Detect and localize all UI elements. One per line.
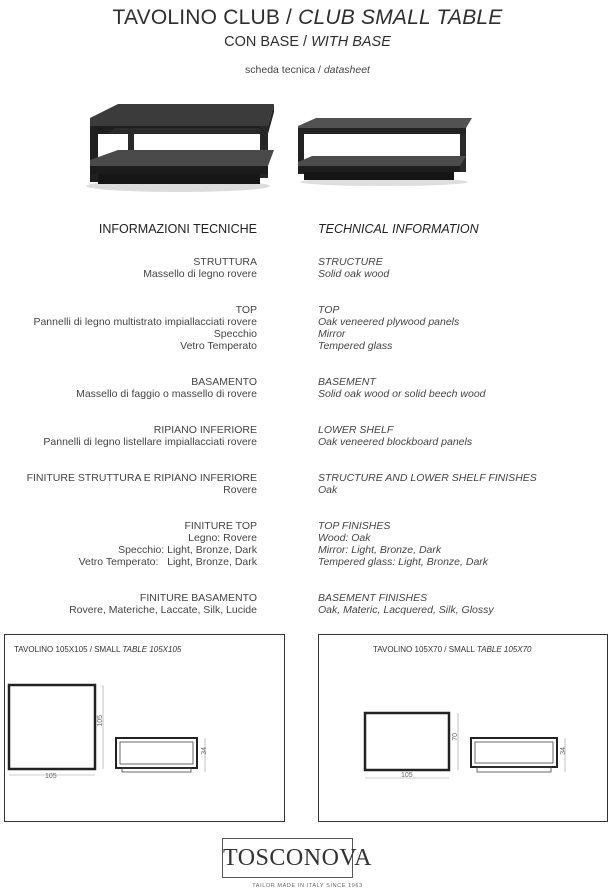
- section-line: Mirror: [318, 328, 346, 340]
- section-line: Oak, Materic, Lacquered, Silk, Glossy: [318, 604, 494, 616]
- section-line: Specchio: Light, Bronze, Dark: [118, 544, 257, 556]
- section-title: TOP FINISHES: [318, 520, 391, 532]
- depth-label: 70: [452, 733, 459, 741]
- drawing-caption: TAVOLINO 105X105 / SMALL TABLE 105X105: [14, 645, 182, 654]
- section-structure-it: [143, 256, 257, 280]
- section-top-en: [318, 304, 459, 352]
- brand-tagline: TAILOR MADE IN ITALY SINCE 1963: [252, 883, 363, 889]
- section-basement-finishes-en: [318, 592, 494, 616]
- section-line: Vetro Temperato: Light, Bronze, Dark: [78, 556, 257, 568]
- section-structure-en: [318, 256, 389, 280]
- page-subtitle: CON BASE / WITH BASE: [224, 34, 391, 50]
- section-title: TOP: [318, 304, 340, 316]
- section-title: STRUCTURE AND LOWER SHELF FINISHES: [318, 472, 537, 484]
- technical-drawing-square: [5, 635, 286, 823]
- drawing-box-105x70: [318, 634, 608, 822]
- technical-drawing-rect: [319, 635, 609, 823]
- section-basement-it: [76, 376, 257, 400]
- page-title: TAVOLINO CLUB / CLUB SMALL TABLE: [112, 6, 503, 29]
- section-title: FINITURE TOP: [184, 520, 257, 532]
- section-line: Solid oak wood or solid beech wood: [318, 388, 486, 400]
- brand-logo-text: TOSCONOVA: [223, 845, 372, 871]
- section-line: Vetro Temperato: [180, 340, 257, 352]
- brand-logo: [222, 838, 372, 878]
- drawing-caption: TAVOLINO 105X70 / SMALL TABLE 105X70: [373, 645, 532, 654]
- height-label: 34: [201, 747, 208, 755]
- datasheet-label: scheda tecnica / datasheet: [245, 64, 370, 76]
- section-line: Pannelli di legno multistrato impiallacciati rovere: [33, 316, 257, 328]
- drawing-box-105x105: [4, 634, 285, 822]
- section-title: LOWER SHELF: [318, 424, 394, 436]
- section-top-finishes-it: [79, 520, 257, 568]
- section-title: FINITURE BASAMENTO: [139, 592, 257, 604]
- section-title: TOP: [235, 304, 257, 316]
- product-photo-square-table: [78, 104, 278, 196]
- technical-info-heading-it: INFORMAZIONI TECNICHE: [98, 222, 257, 236]
- section-title: FINITURE STRUTTURA E RIPIANO INFERIORE: [26, 472, 257, 484]
- section-line: Mirror: Light, Bronze, Dark: [318, 544, 442, 556]
- section-line: Solid oak wood: [318, 268, 390, 280]
- section-title: BASAMENTO: [191, 376, 257, 388]
- section-line: Oak veneered plywood panels: [318, 316, 460, 328]
- section-line: Tempered glass: [318, 340, 393, 352]
- section-line: Specchio: [213, 328, 257, 340]
- section-title: STRUTTURA: [193, 256, 257, 268]
- width-label: 105: [45, 773, 57, 780]
- section-structure-finishes-it: [27, 472, 257, 496]
- plan-view-outline: [365, 713, 449, 770]
- section-line: Massello di faggio o massello di rovere: [76, 388, 257, 400]
- section-line: Legno: Rovere: [188, 532, 257, 544]
- section-line: Oak veneered blockboard panels: [318, 436, 473, 448]
- section-title: RIPIANO INFERIORE: [153, 424, 257, 436]
- section-line: Pannelli di legno listellare impiallacciati rovere: [43, 436, 257, 448]
- section-title: BASEMENT: [318, 376, 376, 388]
- width-label: 105: [401, 772, 413, 779]
- section-lower-shelf-en: [318, 424, 472, 448]
- plan-view-outline: [9, 685, 95, 769]
- technical-info-heading-en: TECHNICAL INFORMATION: [318, 222, 479, 236]
- elevation-inner: [120, 742, 193, 764]
- section-top-finishes-en: [318, 520, 488, 568]
- section-line: Massello di legno rovere: [143, 268, 257, 280]
- section-structure-finishes-en: [318, 472, 537, 496]
- elevation-outer: [116, 738, 197, 768]
- section-basement-en: [318, 376, 486, 400]
- section-top-it: [33, 304, 257, 352]
- section-basement-finishes-it: [69, 592, 257, 616]
- section-title: STRUCTURE: [318, 256, 383, 268]
- height-label: 34: [560, 747, 567, 755]
- section-line: Rovere: [223, 484, 257, 496]
- depth-label: 105: [97, 715, 104, 727]
- section-lower-shelf-it: [43, 424, 257, 448]
- section-line: Oak: [318, 484, 338, 496]
- product-photo-rect-table: [294, 116, 474, 188]
- section-line: Rovere, Materiche, Laccate, Silk, Lucide: [69, 604, 257, 616]
- section-line: Wood: Oak: [318, 532, 371, 544]
- section-title: BASEMENT FINISHES: [318, 592, 428, 604]
- section-line: Tempered glass: Light, Bronze, Dark: [318, 556, 489, 568]
- elevation-inner: [475, 742, 553, 763]
